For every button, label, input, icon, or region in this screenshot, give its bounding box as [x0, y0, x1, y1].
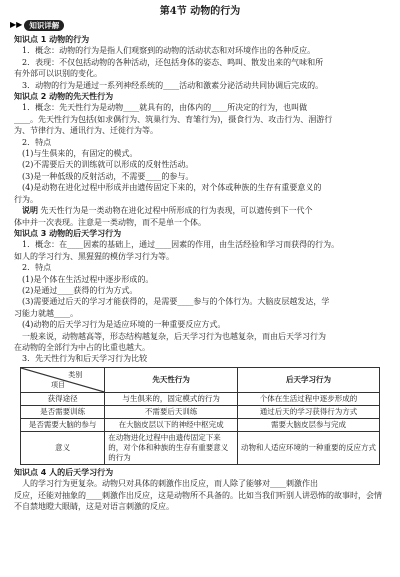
- cell-learned: 需要大脑皮层参与完成: [237, 418, 379, 431]
- table-row: [21, 418, 380, 431]
- kp4-title: 知识点 4 人的后天学习行为: [14, 467, 114, 477]
- kp3-line: 如人的学习行为、黑猩猩的模仿学习行为等。: [14, 251, 174, 261]
- table-corner-cell: [21, 367, 105, 392]
- kp2-note: [14, 205, 388, 216]
- kp1-line: 2．表现：不仅包括动物的各种活动，还包括身体的姿态、鸣叫、散发出来的气味和所: [22, 57, 324, 67]
- kp2-line: (2)不需要后天的训练就可以形成的反射性活动。: [22, 160, 194, 170]
- cell-innate: 不需要后天训练: [105, 405, 238, 418]
- knowledge-detail-tag: 知识详解: [24, 20, 64, 31]
- corner-top-label: 类别: [68, 370, 83, 379]
- kp4-line: 人的学习行为更复杂。动物只对具体的刺激作出反应，而人除了能够对____刺激作出: [22, 479, 318, 489]
- comparison-table: [20, 367, 380, 465]
- column-header-innate: 先天性行为: [105, 367, 238, 392]
- note-label: 说明: [22, 206, 38, 216]
- column-header-learned: 后天学习行为: [237, 367, 379, 392]
- kp3-line: (4)动物的后天学习行为是适应环境的一种重要反应方式。: [22, 320, 226, 330]
- kp3-line: (1)是个体在生活过程中逐步形成的。: [22, 274, 154, 284]
- kp3-line: (3)需要通过后天的学习才能获得的，是需要____参与的个体行为。大脑皮层越发达，学: [22, 297, 330, 307]
- kp3-line: 在动物的全部行为中占的比重也越大。: [14, 342, 150, 352]
- note-text: 先天性行为是一类动物在进化过程中所形成的行为表现，可以遗传到下一代个: [40, 206, 313, 216]
- kp3-line: 习能力就越____。: [14, 308, 78, 318]
- kp3-line: 3．先天性行为和后天学习行为比较: [22, 354, 148, 364]
- kp2-line: 2．特点: [22, 137, 52, 147]
- cell-learned: 个体在生活过程中逐步形成的: [237, 392, 379, 405]
- cell-learned: 通过后天的学习获得行为方式: [237, 405, 379, 418]
- kp3-line: 2．特点: [22, 263, 52, 273]
- cell-innate: 与生俱来的，固定模式的行为: [105, 392, 238, 405]
- kp2-line: 行为。: [14, 194, 38, 204]
- kp2-title: 知识点 2 动物的先天性行为: [14, 92, 114, 102]
- row-item: 是否需要训练: [21, 405, 105, 418]
- kp4-line: 反应，还能对抽象的____刺激作出反应，这是动物所不具备的。比如当我们听别人讲恐怖的故事时，会情不自禁地瞪大眼睛，这是对语言刺激的反应。: [14, 490, 382, 511]
- kp1-line: 1．概念：动物的行为是指人们观察到的动物的活动状态和对环境作出的各种反应。: [22, 46, 316, 56]
- kp1-title: 知识点 1 动物的行为: [14, 35, 90, 44]
- kp2-line: (3)是一种低级的反射活动，不需要____的参与。: [22, 171, 194, 181]
- document-body: [14, 34, 388, 512]
- kp1-line: 3．动物的行为是通过一系列神经系统的____活动和激素分泌活动共同协调后完成的。: [22, 80, 324, 90]
- kp1-line: 有外部可以识别的变化。: [14, 69, 102, 79]
- table-row: [21, 392, 380, 405]
- kp2-line: (1)与生俱来的，有固定的模式。: [22, 149, 138, 159]
- kp3-line: 1．概念：在____因素的基础上，通过____因素的作用，由生活经验和学习而获得的行为。: [22, 240, 340, 250]
- table-row: [21, 405, 380, 418]
- table-header-row: [21, 367, 380, 392]
- kp2-line: (4)是动物在进化过程中形成并由遗传固定下来的，对个体或种族的生存有重要意义的: [22, 183, 322, 193]
- cell-learned: 动物和人适应环境的一种重要的反应方式: [237, 431, 379, 464]
- cell-innate: 在大脑皮层以下的神经中枢完成: [105, 418, 238, 431]
- cell-innate: 在动物进化过程中由遗传固定下来的，对个体和种族的生存有重要意义的行为: [105, 431, 238, 464]
- corner-bottom-label: 项目: [51, 380, 65, 389]
- kp2-line: ____。先天性行为包括(如求偶行为、筑巢行为、育雏行为)，摄食行为、攻击行为、洄游行: [14, 114, 333, 124]
- row-item: 意义: [21, 431, 105, 464]
- kp3-line: 一般来说，动物越高等，形态结构越复杂，后天学习行为也越复杂，而由后天学习行为: [22, 331, 326, 341]
- row-item: 是否需要大脑的参与: [21, 418, 105, 431]
- row-item: 获得途径: [21, 392, 105, 405]
- table-row: [21, 431, 380, 464]
- page-title: 第4节 动物的行为: [159, 6, 241, 17]
- note-text: 体中并一次表现。注意是一类动物，而不是单一个体。: [14, 217, 206, 227]
- kp2-line: 1．概念：先天性行为是动物____就具有的，由体内的____所决定的行为，也叫做: [22, 103, 308, 113]
- kp3-line: (2)是通过____获得的行为方式。: [22, 285, 138, 295]
- section-banner: [10, 19, 64, 31]
- kp2-line: 为、节律行为、通讯行为、迁徙行为等。: [14, 126, 158, 136]
- double-arrow-icon: ▶▶: [10, 20, 23, 29]
- kp3-title: 知识点 3 动物的后天学习行为: [14, 228, 122, 238]
